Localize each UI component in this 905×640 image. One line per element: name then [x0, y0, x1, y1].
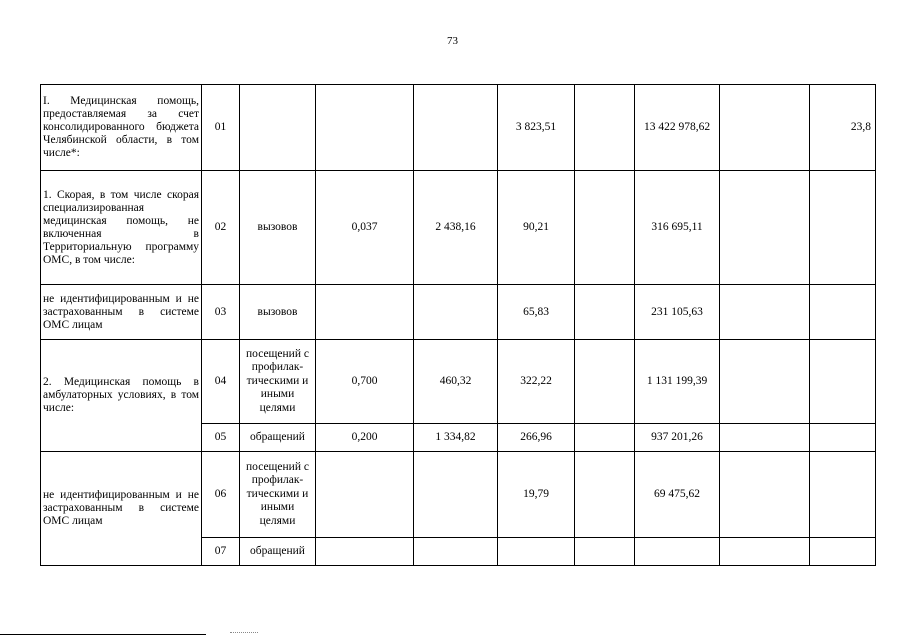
cell: 90,21 — [498, 171, 575, 285]
cell — [720, 340, 810, 424]
row-code: 02 — [202, 171, 240, 285]
cell: 69 475,62 — [635, 452, 720, 538]
cell — [810, 171, 876, 285]
cell — [635, 538, 720, 566]
cell — [316, 85, 414, 171]
cell: 231 105,63 — [635, 285, 720, 340]
cell — [720, 285, 810, 340]
table-row — [41, 285, 876, 340]
cell: 65,83 — [498, 285, 575, 340]
financing-table — [40, 84, 876, 566]
cell — [316, 538, 414, 566]
cell: 266,96 — [498, 424, 575, 452]
cell: 316 695,11 — [635, 171, 720, 285]
cell: 19,79 — [498, 452, 575, 538]
cell: 2 438,16 — [414, 171, 498, 285]
cell: 23,8 — [810, 85, 876, 171]
row-code: 07 — [202, 538, 240, 566]
cell: 937 201,26 — [635, 424, 720, 452]
cell — [810, 538, 876, 566]
cell — [575, 340, 635, 424]
row-code: 05 — [202, 424, 240, 452]
cell: 0,037 — [316, 171, 414, 285]
cell — [720, 171, 810, 285]
table-row — [41, 340, 876, 424]
row-unit: обращений — [240, 424, 316, 452]
cell: 322,22 — [498, 340, 575, 424]
cell — [498, 538, 575, 566]
row-code: 01 — [202, 85, 240, 171]
row-code: 06 — [202, 452, 240, 538]
cell — [414, 538, 498, 566]
cell: 1 334,82 — [414, 424, 498, 452]
footnote-dots — [230, 632, 258, 634]
row-name: не идентифицированным и не застрахованным в системе ОМС лицам — [41, 285, 202, 340]
footnote-separator — [0, 634, 206, 635]
table-row — [41, 452, 876, 538]
cell — [414, 85, 498, 171]
cell — [720, 85, 810, 171]
cell — [414, 285, 498, 340]
cell — [810, 340, 876, 424]
cell — [810, 424, 876, 452]
cell: 1 131 199,39 — [635, 340, 720, 424]
cell — [810, 285, 876, 340]
table-row — [41, 171, 876, 285]
cell — [575, 424, 635, 452]
cell: 0,200 — [316, 424, 414, 452]
row-name: 2. Медицинская помощь в амбулаторных условиях, в том числе: — [41, 340, 202, 452]
cell — [575, 285, 635, 340]
cell — [316, 285, 414, 340]
page-number: 73 — [447, 35, 458, 47]
cell — [720, 424, 810, 452]
row-unit: вызовов — [240, 285, 316, 340]
row-name: I. Медицинская помощь, предоставляемая за счет консолидированного бюджета Челябинской области, в том числе*: — [41, 85, 202, 171]
row-code: 04 — [202, 340, 240, 424]
row-name: 1. Скорая, в том числе скорая специализированная медицинская помощь, не включенная в Территориальную программу ОМС, в том числе: — [41, 171, 202, 285]
row-code: 03 — [202, 285, 240, 340]
row-unit: посещений с профилак-тическими и иными целями — [240, 340, 316, 424]
cell: 3 823,51 — [498, 85, 575, 171]
cell — [575, 171, 635, 285]
row-unit — [240, 85, 316, 171]
cell — [720, 452, 810, 538]
cell — [316, 452, 414, 538]
cell — [720, 538, 810, 566]
table-row — [41, 85, 876, 171]
row-unit: обращений — [240, 538, 316, 566]
cell — [810, 452, 876, 538]
cell: 460,32 — [414, 340, 498, 424]
cell — [575, 538, 635, 566]
row-unit: вызовов — [240, 171, 316, 285]
cell: 0,700 — [316, 340, 414, 424]
row-unit: посещений с профилак-тическими и иными целями — [240, 452, 316, 538]
cell — [575, 85, 635, 171]
cell — [575, 452, 635, 538]
row-name: не идентифицированным и не застрахованным в системе ОМС лицам — [41, 452, 202, 566]
cell: 13 422 978,62 — [635, 85, 720, 171]
cell — [414, 452, 498, 538]
